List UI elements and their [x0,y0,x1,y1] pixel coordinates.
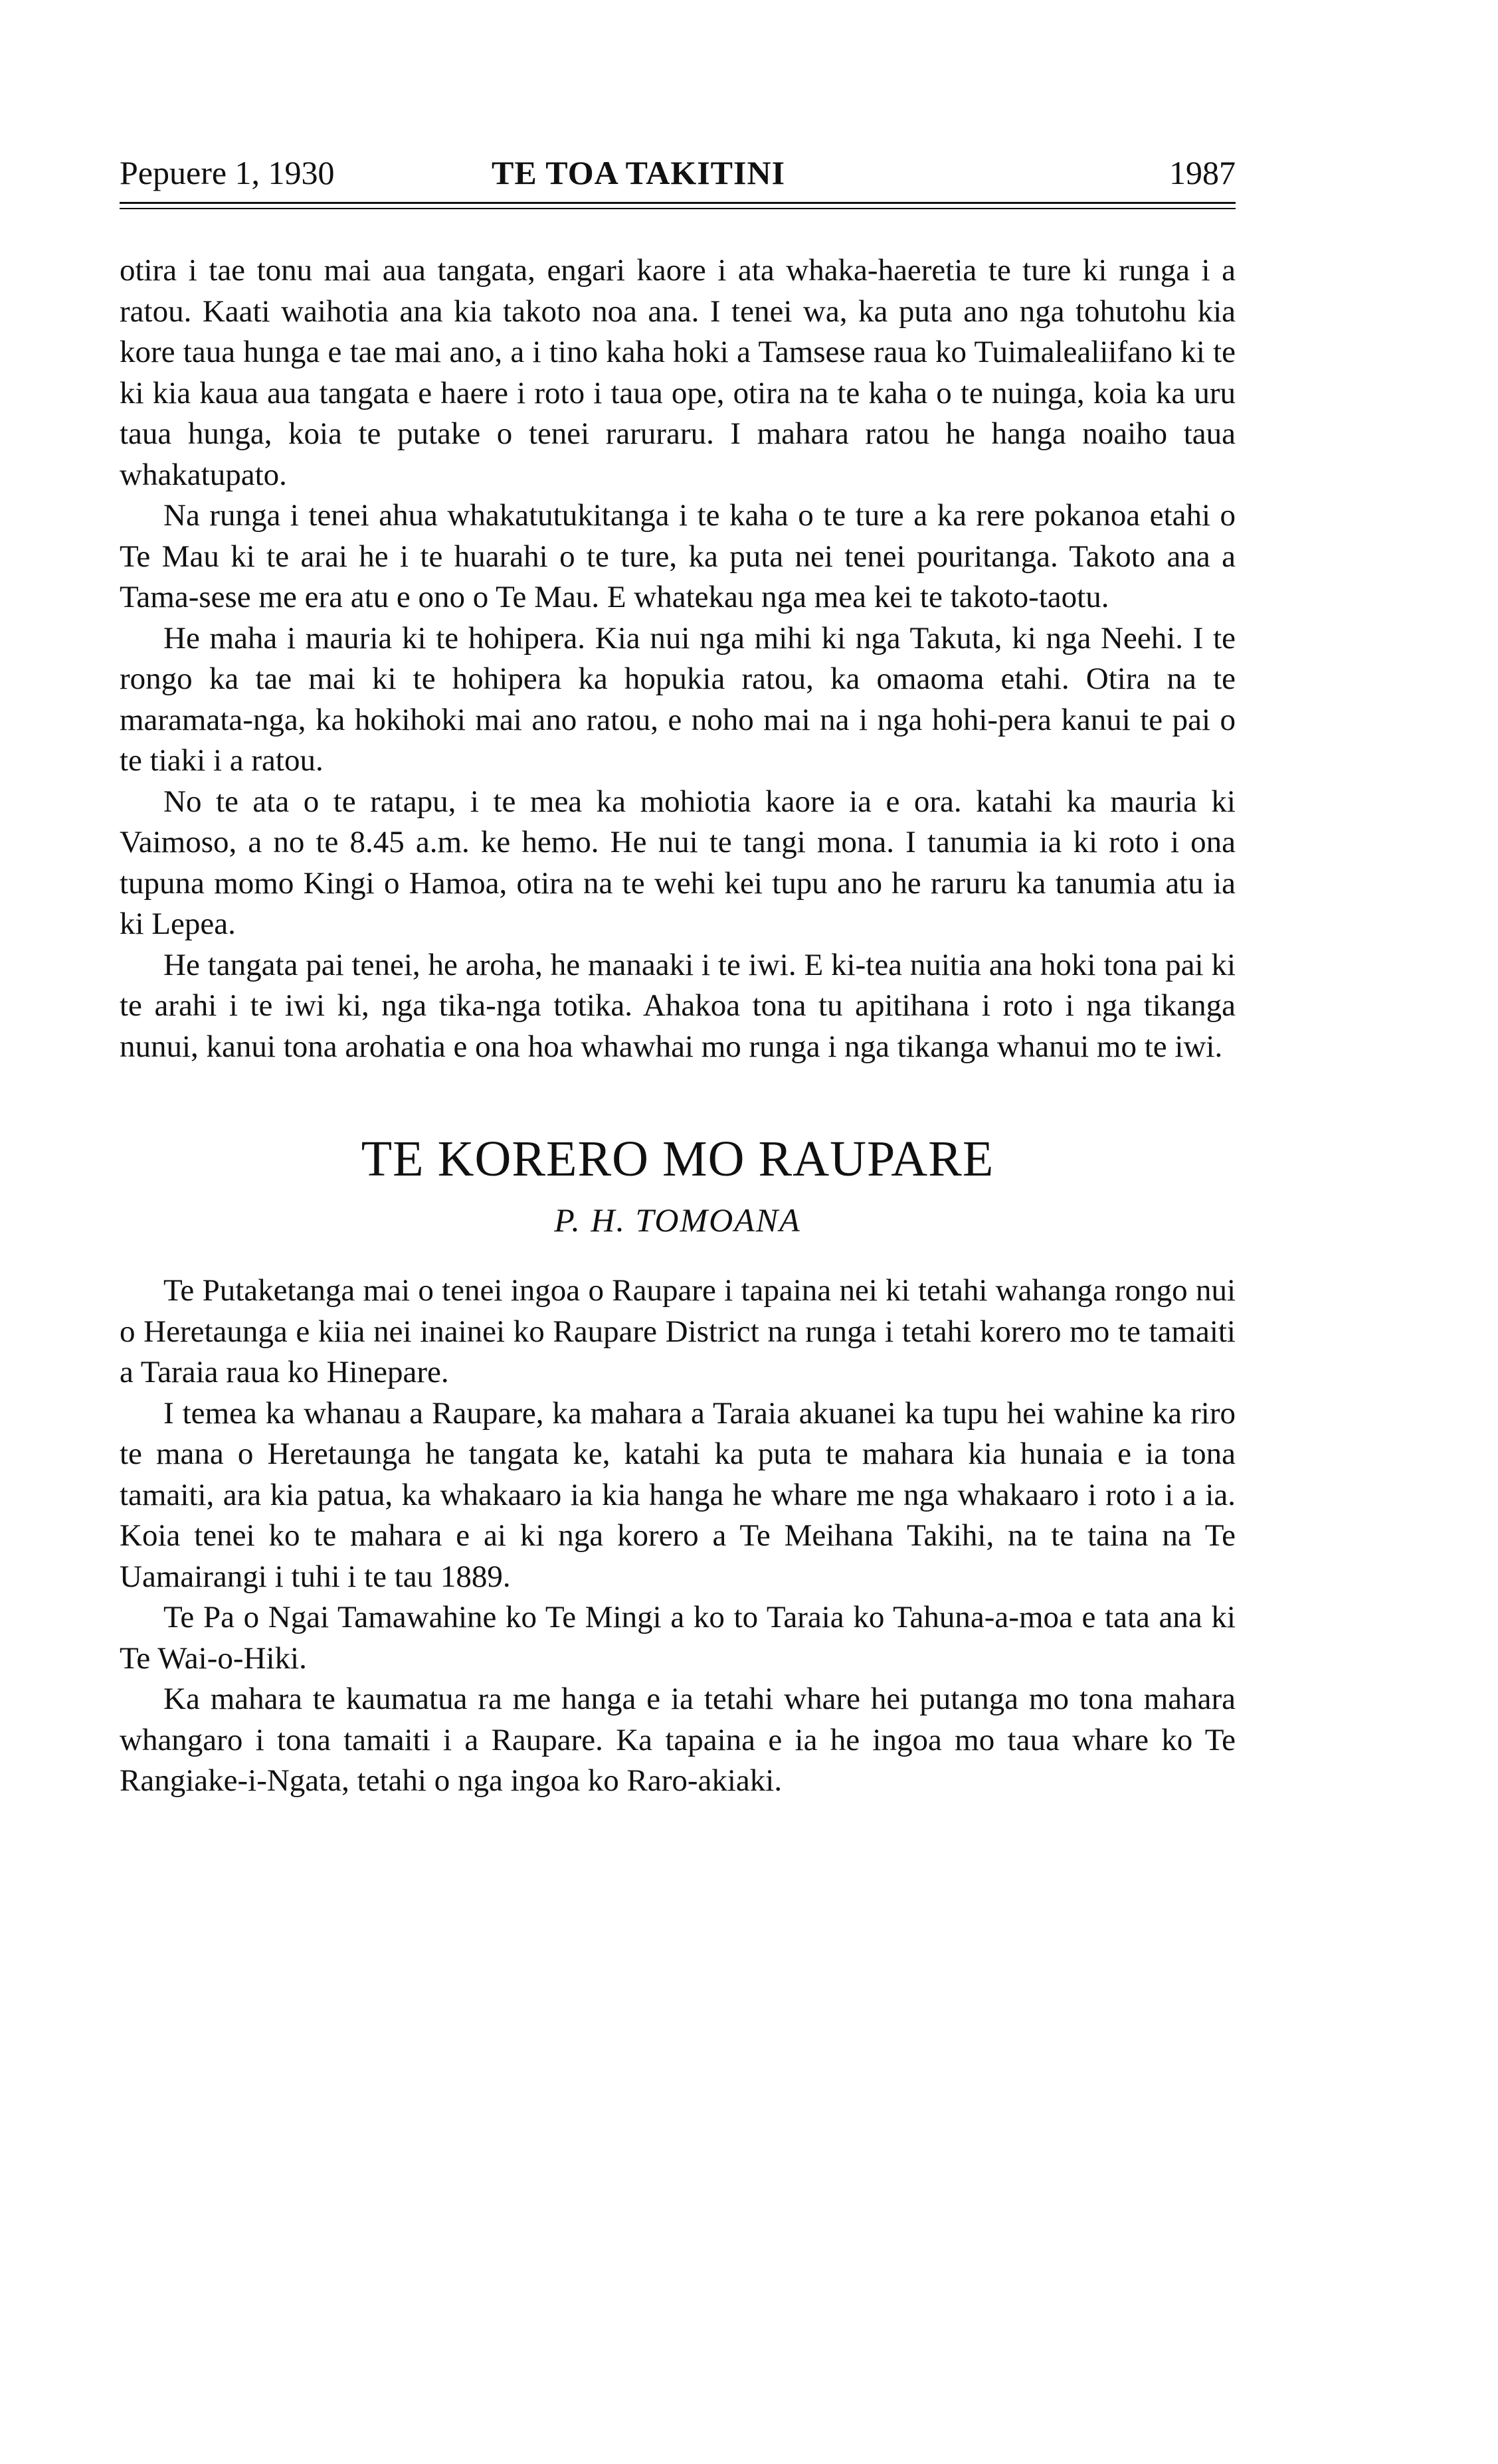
publication-title: TE TOA TAKITINI [492,154,786,191]
header-rule-secondary [120,208,1236,209]
issue-date: Pepuere 1, 1930 [120,154,335,191]
article-continued [120,250,1236,1802]
paragraph: He tangata pai tenei, he aroha, he manaaki i te iwi. E ki-tea nuitia ana hoki tona pai ki te arahi i te iwi ki, nga tika-nga totika. Ahakoa tona tu apitihana i roto i nga tikanga nunui, kanui tona arohatia e ona hoa whawhai mo runga i nga tikanga whanui mo te iwi. [120,947,1236,1064]
paragraph: He maha i mauria ki te hohipera. Kia nui nga mihi ki nga Takuta, ki nga Neehi. I te rongo ka tae mai ki te hohipera ka hopukia ratou, ka omaoma etahi. Otira na te maramata-nga, ka hokihoki mai ano ratou, e noho mai na i nga hohi-pera kanui te pai o te tiaki i a ratou. [120,620,1236,778]
byline: P. H. TOMOANA [554,1201,801,1239]
paragraph: I temea ka whanau a Raupare, ka mahara a Taraia akuanei ka tupu hei wahine ka riro te mana o Heretaunga he tangata ke, katahi ka puta te mahara kia hunaia e ia tona tamaiti, ara kia patua, ka whakaaro ia kia hanga he whare me nga whakaaro i roto i a ia. Koia tenei ko te mahara e ai ki nga korero a Te Meihana Takihi, na te taina na Te Uamairangi i tuhi i te tau 1889. [120,1395,1236,1594]
section-title: TE KORERO MO RAUPARE [361,1131,994,1187]
paragraph: No te ata o te ratapu, i te mea ka mohiotia kaore ia e ora. katahi ka mauria ki Vaimoso, a no te 8.45 a.m. ke hemo. He nui te tangi mona. I tanumia ia ki roto i ona tupuna momo Kingi o Hamoa, otira na te wehi kei tupu ano he raruru ka tanumia atu ia ki Lepea. [120,784,1236,941]
page-header [120,146,1236,199]
paragraph: otira i tae tonu mai aua tangata, engari kaore i ata whaka-haeretia te ture ki runga i a ratou. Kaati waihotia ana kia takoto noa ana. I tenei wa, ka puta ano nga tohutohu kia kore taua hunga e tae mai ano, a i tino kaha hoki a Tamsese raua ko Tuimalealiifano ki te ki kia kaua aua tangata e haere i roto i taua ope, otira na te kaha o te nuinga, koia ka uru taua hunga, koia te putake o tenei raruraru. I mahara ratou he hanga noaiho taua whakatupato. [120,253,1236,492]
paragraph: Te Pa o Ngai Tamawahine ko Te Mingi a ko to Taraia ko Tahuna-a-moa e tata ana ki Te Wai-o-Hiki. [120,1600,1236,1676]
page-number: 1987 [1169,154,1236,191]
page [120,146,1236,1802]
paragraph: Te Putaketanga mai o tenei ingoa o Raupare i tapaina nei ki tetahi wahanga rongo nui o Heretaunga e kiia nei inainei ko Raupare District na runga i tetahi korero mo te tamaiti a Taraia raua ko Hinepare. [120,1273,1236,1389]
header-rule [120,202,1236,204]
paragraph: Ka mahara te kaumatua ra me hanga e ia tetahi whare hei putanga mo tona mahara whangaro i tona tamaiti i a Raupare. Ka tapaina e ia he ingoa mo taua whare ko Te Rangiake-i-Ngata, tetahi o nga ingoa ko Raro-akiaki. [120,1682,1236,1798]
paragraph: Na runga i tenei ahua whakatutukitanga i te kaha o te ture a ka rere pokanoa etahi o Te Mau ki te arai he i te huarahi o te ture, ka puta nei tenei pouritanga. Takoto ana a Tama-sese me era atu e ono o Te Mau. E whatekau nga mea kei te takoto-taotu. [120,498,1236,614]
